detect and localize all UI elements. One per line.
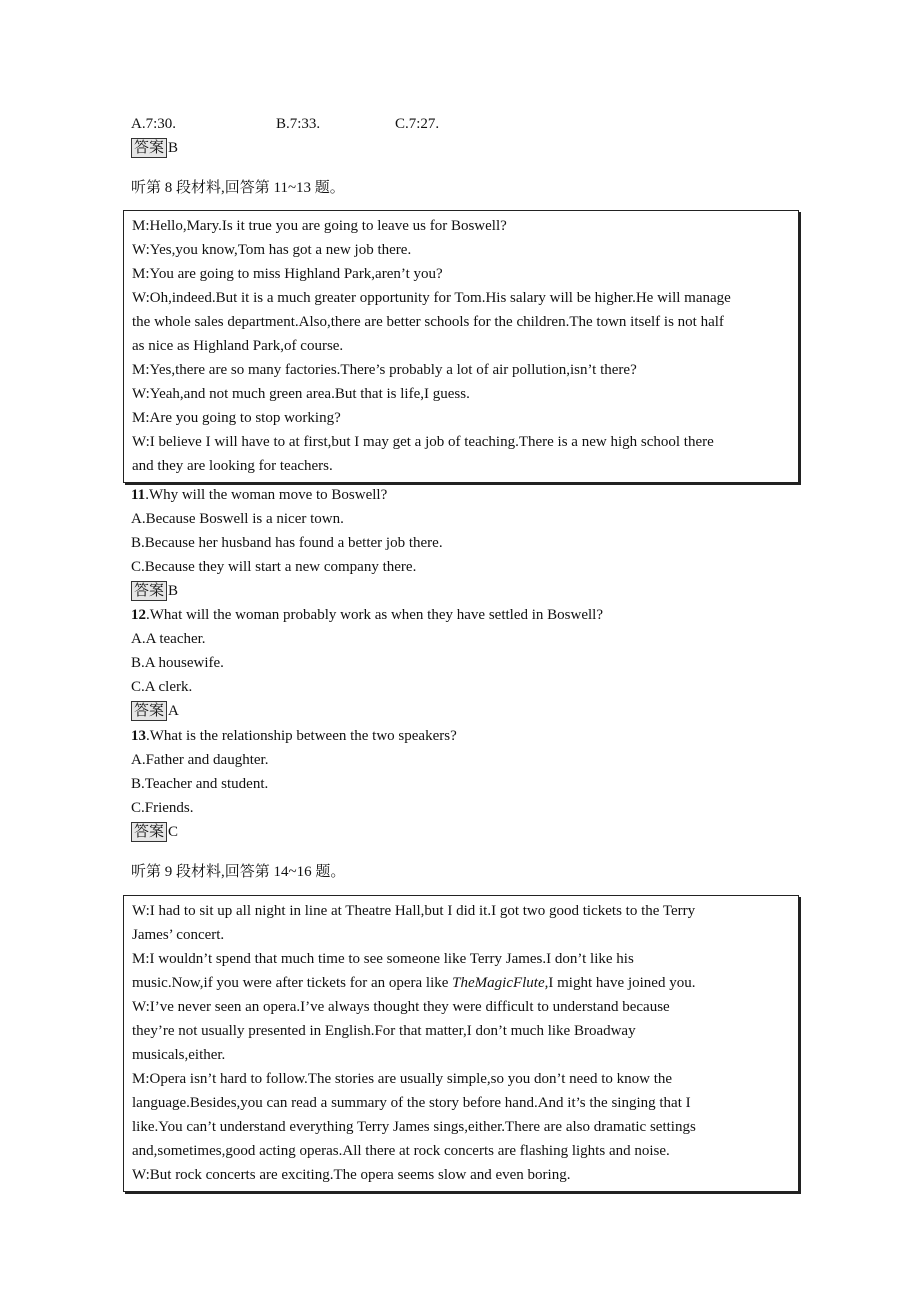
- q11-option-a: A.Because Boswell is a nicer town.: [131, 511, 344, 527]
- q10-option-a: A.7:30.: [131, 116, 176, 132]
- question-12: [131, 605, 603, 625]
- q12-option-c: C.A clerk.: [131, 679, 193, 695]
- answer-tag: 答案: [131, 581, 167, 601]
- transcript-line: W:Yes,you know,Tom has got a new job there.: [132, 242, 412, 258]
- transcript-line: W:I had to sit up all night in line at Theatre Hall,but I did it.I got two good tickets to the Terry: [132, 903, 696, 919]
- section8-heading: 听第 8 段材料,回答第 11~13 题。: [131, 180, 345, 196]
- opera-title: TheMagicFlute: [452, 975, 545, 991]
- q11-answer: [131, 581, 178, 601]
- transcript-line: like.You can’t understand everything Terry James sings,either.There are also dramatic settings: [132, 1119, 696, 1135]
- answer-value: A: [168, 703, 179, 719]
- transcript-line: W:But rock concerts are exciting.The opera seems slow and even boring.: [132, 1167, 571, 1183]
- question-13: [131, 726, 457, 746]
- question-text: .What is the relationship between the two speakers?: [146, 728, 457, 744]
- transcript-line: W:Yeah,and not much green area.But that is life,I guess.: [132, 386, 470, 402]
- transcript-line: M:I wouldn’t spend that much time to see someone like Terry James.I don’t like his: [132, 951, 634, 967]
- q10-option-c: C.7:27.: [395, 116, 440, 132]
- answer-tag: 答案: [131, 822, 167, 842]
- transcript-line: M:You are going to miss Highland Park,aren’t you?: [132, 266, 443, 282]
- transcript-line: language.Besides,you can read a summary of the story before hand.And it’s the singing that I: [132, 1095, 691, 1111]
- transcript-line: as nice as Highland Park,of course.: [132, 338, 344, 354]
- q13-option-c: C.Friends.: [131, 800, 194, 816]
- transcript-line: M:Are you going to stop working?: [132, 410, 341, 426]
- transcript-line-tail: ,I might have joined you.: [544, 975, 696, 991]
- q13-option-b: B.Teacher and student.: [131, 776, 269, 792]
- q13-option-a: A.Father and daughter.: [131, 752, 269, 768]
- transcript-line: M:Hello,Mary.Is it true you are going to leave us for Boswell?: [132, 218, 507, 234]
- section8-transcript-box: [123, 210, 799, 483]
- q13-answer: [131, 822, 178, 842]
- q10-options: [131, 114, 439, 134]
- q12-option-a: A.A teacher.: [131, 631, 206, 647]
- transcript-line: the whole sales department.Also,there are better schools for the children.The town itself is not half: [132, 314, 724, 330]
- transcript-line-opera: [124, 971, 798, 995]
- transcript-line: and they are looking for teachers.: [132, 458, 333, 474]
- transcript-line: W:Oh,indeed.But it is a much greater opportunity for Tom.His salary will be higher.He will manage: [132, 290, 731, 306]
- transcript-line: M:Opera isn’t hard to follow.The stories are usually simple,so you don’t need to know the: [132, 1071, 673, 1087]
- transcript-line: musicals,either.: [132, 1047, 226, 1063]
- answer-tag: 答案: [131, 701, 167, 721]
- question-text: .What will the woman probably work as when they have settled in Boswell?: [146, 607, 603, 623]
- answer-value: C: [168, 824, 179, 840]
- q11-option-c: C.Because they will start a new company there.: [131, 559, 417, 575]
- q11-option-b: B.Because her husband has found a better job there.: [131, 535, 443, 551]
- q10-answer: [131, 138, 178, 158]
- question-text: .Why will the woman move to Boswell?: [145, 487, 388, 503]
- transcript-line: they’re not usually presented in English.For that matter,I don’t much like Broadway: [132, 1023, 636, 1039]
- question-11: [131, 485, 387, 505]
- transcript-line: music.Now,if you were after tickets for an opera like: [132, 975, 453, 991]
- question-number: 13: [131, 728, 146, 744]
- answer-value: B: [168, 140, 179, 156]
- transcript-line: James’ concert.: [132, 927, 225, 943]
- transcript-line: M:Yes,there are so many factories.There’s probably a lot of air pollution,isn’t there?: [132, 362, 637, 378]
- transcript-line: W:I believe I will have to at first,but I may get a job of teaching.There is a new high school there: [132, 434, 714, 450]
- q12-answer: [131, 701, 179, 721]
- answer-tag: 答案: [131, 138, 167, 158]
- question-number: 11: [131, 487, 146, 503]
- section9-heading: 听第 9 段材料,回答第 14~16 题。: [131, 864, 346, 880]
- question-number: 12: [131, 607, 146, 623]
- q12-option-b: B.A housewife.: [131, 655, 224, 671]
- transcript-line: and,sometimes,good acting operas.All there at rock concerts are flashing lights and noise.: [132, 1143, 670, 1159]
- answer-value: B: [168, 583, 179, 599]
- transcript-line: W:I’ve never seen an opera.I’ve always thought they were difficult to understand because: [132, 999, 670, 1015]
- section9-transcript-box: [123, 895, 799, 1192]
- q10-option-b: B.7:33.: [276, 116, 321, 132]
